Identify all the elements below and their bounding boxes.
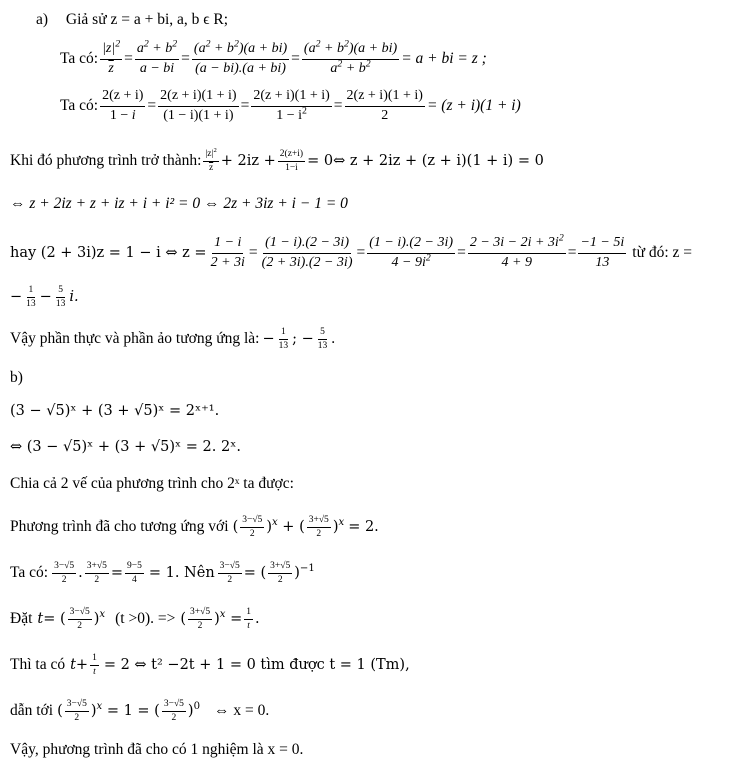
tb-frac-2: $\frac{3+√5}{2}$ — [86, 561, 107, 585]
tb-frac-1: $\frac{3-√5}{2}$ — [54, 561, 75, 585]
chia-line: Chia cả 2 vế của phương trình cho 2ˣ ta được: — [10, 475, 294, 492]
tb-frac-3: $\frac{9-5}{4}$ — [127, 561, 142, 585]
dat-mid: (t >0). => — [115, 610, 176, 628]
step1-frac-4: $\frac{(a^2 + b^2)(a + bi)}{a^2 + b^2}$ — [303, 38, 398, 76]
conclusion: Vậy, phương trình đã cho có 1 nghiệm là x = 0. — [10, 741, 304, 758]
tb-frac-4: $\frac{3-√5}{2}$ — [219, 561, 240, 585]
vay-frac-1: $\frac{1}{13}$ — [278, 327, 289, 351]
step1-frac-3: $\frac{(a^2 + b^2)(a + bi)}{(a - bi).(a + bi)}$ — [193, 38, 288, 76]
thi-frac-1: $\frac{1}{t}$ — [92, 653, 97, 677]
hay-frac-1: $\frac{1 - i}{2 + 3i}$ — [210, 235, 245, 270]
step2-frac-3: $\frac{2(z + i)(1 + i)}{1 - i^2}$ — [253, 88, 330, 123]
step2-ta-co: Ta có: — [60, 97, 99, 115]
pt-line: Phương trình đã cho tương ứng với ( $\frac{3-√5}{2}$ )$^x$ + ( $\frac{3+√5}{2}$ )$^x$ = 2. — [10, 515, 379, 539]
step1-frac-1: $\frac{|z|^2}{z}$ — [102, 38, 121, 76]
step1-ta-co: Ta có: — [60, 50, 99, 68]
step1-frac-2: $\frac{a^2 + b^2}{a - bi}$ — [136, 38, 178, 76]
hay-line: hay (2 + 3i)z = 1 − i ⇔ z = $\frac{1 - i}{2 + 3i}$ = $\frac{(1 - i).(2 - 3i)}{(2 + 3i).(2 - 3i)}$ = $\frac{(1 - i).(2 - 3i)}{4 - 9i^2}$ = $\frac{2 - 3i - 2i + 3i^2}{4 + 9}$ = $\frac{-1 - 5i}{13}$ từ đó: z = — [10, 232, 693, 270]
step1-end: = a + bi = z ; — [401, 50, 487, 68]
z-result-tail: i. — [69, 288, 79, 305]
z-result-line: − $\frac{1}{13}$ − $\frac{5}{13}$ i. — [10, 285, 79, 309]
vay-end: . — [331, 330, 336, 348]
dat-frac-3: $\frac{1}{t}$ — [246, 607, 251, 631]
equiv-line: ⇔ z + 2iz + z + iz + i + i² = 0 ⇔ 2z + 3iz + i − 1 = 0 — [10, 195, 348, 212]
step1-line: Ta có: $\frac{|z|^2}{z}$ = $\frac{a^2 + b^2}{a - bi}$ = $\frac{(a^2 + b^2)(a + bi)}{(a - bi).(a + bi)}$ = $\frac{(a^2 + b^2)(a + bi)}{a^2 + b^2}$ = a + bi = z ; — [60, 38, 487, 76]
hay-frac-3: $\frac{(1 - i).(2 - 3i)}{4 - 9i^2}$ — [369, 235, 454, 270]
vay-line: Vậy phần thực và phần ảo tương ứng là: − $\frac{1}{13}$ ; − $\frac{5}{13}$ . — [10, 327, 336, 351]
step2-frac-1: $\frac{2(z + i)}{1 - i}$ — [102, 88, 144, 123]
dat-frac-1: $\frac{3-√5}{2}$ — [69, 607, 90, 631]
z-result-frac-2: $\frac{5}{13}$ — [55, 285, 66, 309]
hay-frac-2: $\frac{(1 - i).(2 - 3i)}{(2 + 3i).(2 - 3i)}$ — [261, 235, 353, 270]
pt-end: = 2. — [348, 518, 379, 535]
tb-frac-5: $\frac{3+√5}{2}$ — [270, 561, 291, 585]
hay-frac-5: $\frac{-1 - 5i}{13}$ — [580, 235, 625, 270]
part-b-eq2: ⇔ (3 − √5)ˣ + (3 + √5)ˣ = 2. 2ˣ. — [10, 439, 241, 455]
part-a-label-line — [36, 12, 228, 28]
thi-end: = 2 ⇔ t² −2t + 1 = 0 tìm được t = 1 (Tm), — [103, 656, 410, 673]
step2-line: Ta có: $\frac{2(z + i)}{1 - i}$ = $\frac{2(z + i)(1 + i)}{(1 - i)(1 + i)}$ = $\frac{2(z + i)(1 + i)}{1 - i^2}$ = $\frac{2(z + i)(1 + i)}{2}$ = (z + i)(1 + i) — [60, 88, 521, 123]
khi-do-text: Khi đó phương trình trở thành: — [10, 152, 202, 170]
dan-toi-text: dẫn tới — [10, 702, 54, 720]
pt-text: Phương trình đã cho tương ứng với — [10, 518, 229, 536]
khi-do-frac-2: $\frac{2(z+i)}{1-i}$ — [279, 149, 304, 173]
hay-frac-4: $\frac{2 - 3i - 2i + 3i^2}{4 + 9}$ — [469, 232, 564, 270]
khi-do-line: Khi đó phương trình trở thành: $\frac{|z|^2}{z}$ + 2iz + $\frac{2(z+i)}{1-i}$ = 0⇔ z + 2iz + (z + i)(1 + i) = 0 — [10, 146, 544, 173]
z-result-frac-1: $\frac{1}{13}$ — [26, 285, 36, 309]
part-b-label: b) — [10, 369, 23, 386]
step2-frac-2: $\frac{2(z + i)(1 + i)}{(1 - i)(1 + i)}$ — [160, 88, 237, 123]
khi-do-end: = 0⇔ z + 2iz + (z + i)(1 + i) = 0 — [307, 152, 544, 169]
thi-text: Thì ta có — [10, 656, 66, 674]
part-b-eq1: (3 − √5)ˣ + (3 + √5)ˣ = 2ˣ⁺¹. — [10, 403, 220, 419]
tb-ta-co: Ta có: — [10, 564, 49, 582]
pt-frac-2: $\frac{3+√5}{2}$ — [308, 515, 329, 539]
step2-end: = (z + i)(1 + i) — [426, 97, 521, 115]
dat-line: Đặt t = ( $\frac{3-√5}{2}$ )$^x$ (t >0). => ( $\frac{3+√5}{2}$ )$^x$ = $\frac{1}{t}$ . — [10, 607, 260, 631]
dan-toi-end: ⇔ x = 0. — [214, 702, 270, 720]
tu-do-text: từ đó: z = — [632, 244, 693, 262]
tb-mid: = 1. Nên — [148, 564, 215, 581]
khi-do-frac-1: $\frac{|z|^2}{z}$ — [205, 146, 217, 173]
vay-frac-2: $\frac{5}{13}$ — [317, 327, 328, 351]
hay-text: hay (2 + 3i)z = 1 − i ⇔ z = — [10, 244, 207, 261]
part-a-label: a) — [36, 11, 49, 28]
tb-ta-co-line: Ta có: $\frac{3-√5}{2}$ . $\frac{3+√5}{2}$ = $\frac{9-5}{4}$ = 1. Nên $\frac{3-√5}{2}$ = ( $\frac{3+√5}{2}$ )$^{-1}$ — [10, 561, 315, 585]
thi-line: Thì ta có t + $\frac{1}{t}$ = 2 ⇔ t² −2t + 1 = 0 tìm được t = 1 (Tm), — [10, 653, 410, 677]
part-a-intro: Giả sử z = a + bi, a, b ϵ R; — [65, 11, 229, 28]
dat-text: Đặt — [10, 610, 33, 628]
vay-text: Vậy phần thực và phần ảo tương ứng là: — [10, 330, 260, 348]
pt-frac-1: $\frac{3-√5}{2}$ — [242, 515, 263, 539]
dan-toi-line: dẫn tới ( $\frac{3-√5}{2}$ )$^x$ = 1 = ( $\frac{3-√5}{2}$ )$^0$ ⇔ x = 0. — [10, 699, 270, 723]
step2-frac-4: $\frac{2(z + i)(1 + i)}{2}$ — [346, 88, 423, 123]
dat-frac-2: $\frac{3+√5}{2}$ — [190, 607, 211, 631]
dan-toi-frac-1: $\frac{3-√5}{2}$ — [66, 699, 87, 723]
dan-toi-frac-2: $\frac{3-√5}{2}$ — [163, 699, 184, 723]
